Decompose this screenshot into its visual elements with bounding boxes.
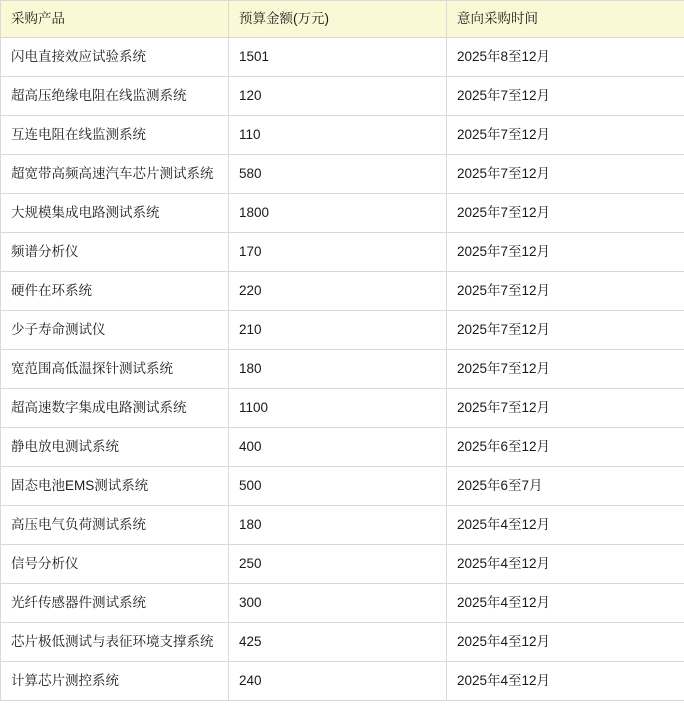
column-header-time: 意向采购时间: [447, 1, 684, 38]
cell-budget: 425: [229, 623, 447, 662]
cell-budget: 300: [229, 584, 447, 623]
cell-budget: 1501: [229, 38, 447, 77]
cell-budget: 1800: [229, 194, 447, 233]
table-row: [1, 311, 684, 350]
column-header-budget: 预算金额(万元): [229, 1, 447, 38]
table-row: [1, 545, 684, 584]
table-header: [1, 1, 684, 38]
table-row: [1, 38, 684, 77]
cell-budget: 500: [229, 467, 447, 506]
cell-time: 2025年4至12月: [447, 662, 684, 701]
cell-time: 2025年7至12月: [447, 77, 684, 116]
table-row: [1, 194, 684, 233]
cell-budget: 1100: [229, 389, 447, 428]
table-body: [1, 38, 684, 701]
cell-time: 2025年7至12月: [447, 311, 684, 350]
cell-product: 固态电池EMS测试系统: [1, 467, 229, 506]
cell-budget: 240: [229, 662, 447, 701]
cell-product: 频谱分析仪: [1, 233, 229, 272]
cell-time: 2025年6至12月: [447, 428, 684, 467]
cell-product: 硬件在环系统: [1, 272, 229, 311]
cell-budget: 250: [229, 545, 447, 584]
cell-product: 大规模集成电路测试系统: [1, 194, 229, 233]
cell-budget: 400: [229, 428, 447, 467]
cell-time: 2025年7至12月: [447, 350, 684, 389]
table-row: [1, 116, 684, 155]
cell-product: 高压电气负荷测试系统: [1, 506, 229, 545]
table-row: [1, 623, 684, 662]
table-row: [1, 662, 684, 701]
cell-budget: 170: [229, 233, 447, 272]
cell-product: 宽范围高低温探针测试系统: [1, 350, 229, 389]
cell-product: 少子寿命测试仪: [1, 311, 229, 350]
table-header-row: [1, 1, 684, 38]
cell-time: 2025年8至12月: [447, 38, 684, 77]
table-row: [1, 77, 684, 116]
cell-product: 信号分析仪: [1, 545, 229, 584]
column-header-product: 采购产品: [1, 1, 229, 38]
cell-time: 2025年4至12月: [447, 584, 684, 623]
cell-time: 2025年4至12月: [447, 545, 684, 584]
cell-time: 2025年7至12月: [447, 233, 684, 272]
table-row: [1, 506, 684, 545]
cell-product: 超宽带高频高速汽车芯片测试系统: [1, 155, 229, 194]
cell-time: 2025年7至12月: [447, 116, 684, 155]
table-row: [1, 155, 684, 194]
table-row: [1, 350, 684, 389]
cell-budget: 110: [229, 116, 447, 155]
cell-budget: 220: [229, 272, 447, 311]
cell-product: 超高速数字集成电路测试系统: [1, 389, 229, 428]
cell-product: 芯片极低测试与表征环境支撑系统: [1, 623, 229, 662]
cell-time: 2025年7至12月: [447, 389, 684, 428]
table-row: [1, 428, 684, 467]
cell-time: 2025年4至12月: [447, 623, 684, 662]
cell-product: 互连电阻在线监测系统: [1, 116, 229, 155]
cell-product: 闪电直接效应试验系统: [1, 38, 229, 77]
table-row: [1, 389, 684, 428]
cell-product: 超高压绝缘电阻在线监测系统: [1, 77, 229, 116]
cell-budget: 210: [229, 311, 447, 350]
cell-time: 2025年7至12月: [447, 194, 684, 233]
cell-budget: 120: [229, 77, 447, 116]
cell-budget: 580: [229, 155, 447, 194]
cell-budget: 180: [229, 350, 447, 389]
table-row: [1, 272, 684, 311]
cell-time: 2025年7至12月: [447, 155, 684, 194]
cell-budget: 180: [229, 506, 447, 545]
cell-product: 计算芯片测控系统: [1, 662, 229, 701]
cell-product: 静电放电测试系统: [1, 428, 229, 467]
cell-time: 2025年4至12月: [447, 506, 684, 545]
cell-time: 2025年7至12月: [447, 272, 684, 311]
cell-product: 光纤传感器件测试系统: [1, 584, 229, 623]
table-row: [1, 584, 684, 623]
table-row: [1, 233, 684, 272]
table-row: [1, 467, 684, 506]
cell-time: 2025年6至7月: [447, 467, 684, 506]
